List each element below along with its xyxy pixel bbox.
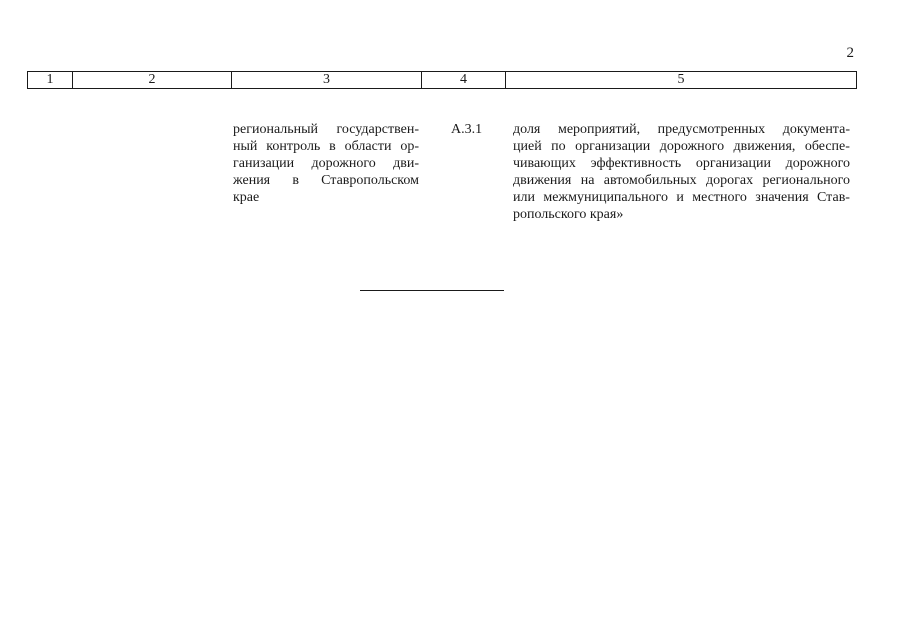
col3-line: ганизации дорожного дви- <box>233 156 419 171</box>
col5-line: или межмуниципального и местного значения Став- <box>513 190 850 205</box>
col5-line: ропольского края» <box>513 207 624 222</box>
header-cell-1: 1 <box>28 72 73 89</box>
col5-line: движения на автомобильных дорогах регионального <box>513 173 850 188</box>
header-cell-4: 4 <box>422 72 506 89</box>
header-cell-2: 2 <box>73 72 232 89</box>
col3-line: ный контроль в области ор- <box>233 139 419 154</box>
column-number-header <box>27 71 857 89</box>
header-row <box>28 72 857 89</box>
indicator-code: А.3.1 <box>451 122 483 137</box>
col3-line: жения в Ставропольском <box>233 173 419 188</box>
col3-line: крае <box>233 190 260 205</box>
col5-line: доля мероприятий, предусмотренных документа- <box>513 122 850 137</box>
header-cell-5: 5 <box>506 72 857 89</box>
control-type-text <box>233 121 419 206</box>
col5-line: цией по организации дорожного движения, обеспе- <box>513 139 850 154</box>
col3-line: региональный государствен- <box>233 122 419 137</box>
indicator-description <box>513 121 850 223</box>
col5-line: чивающих эффективность организации дорожного <box>513 156 850 171</box>
page-number: 2 <box>846 45 854 61</box>
end-of-document-rule <box>360 290 504 291</box>
header-cell-3: 3 <box>232 72 422 89</box>
